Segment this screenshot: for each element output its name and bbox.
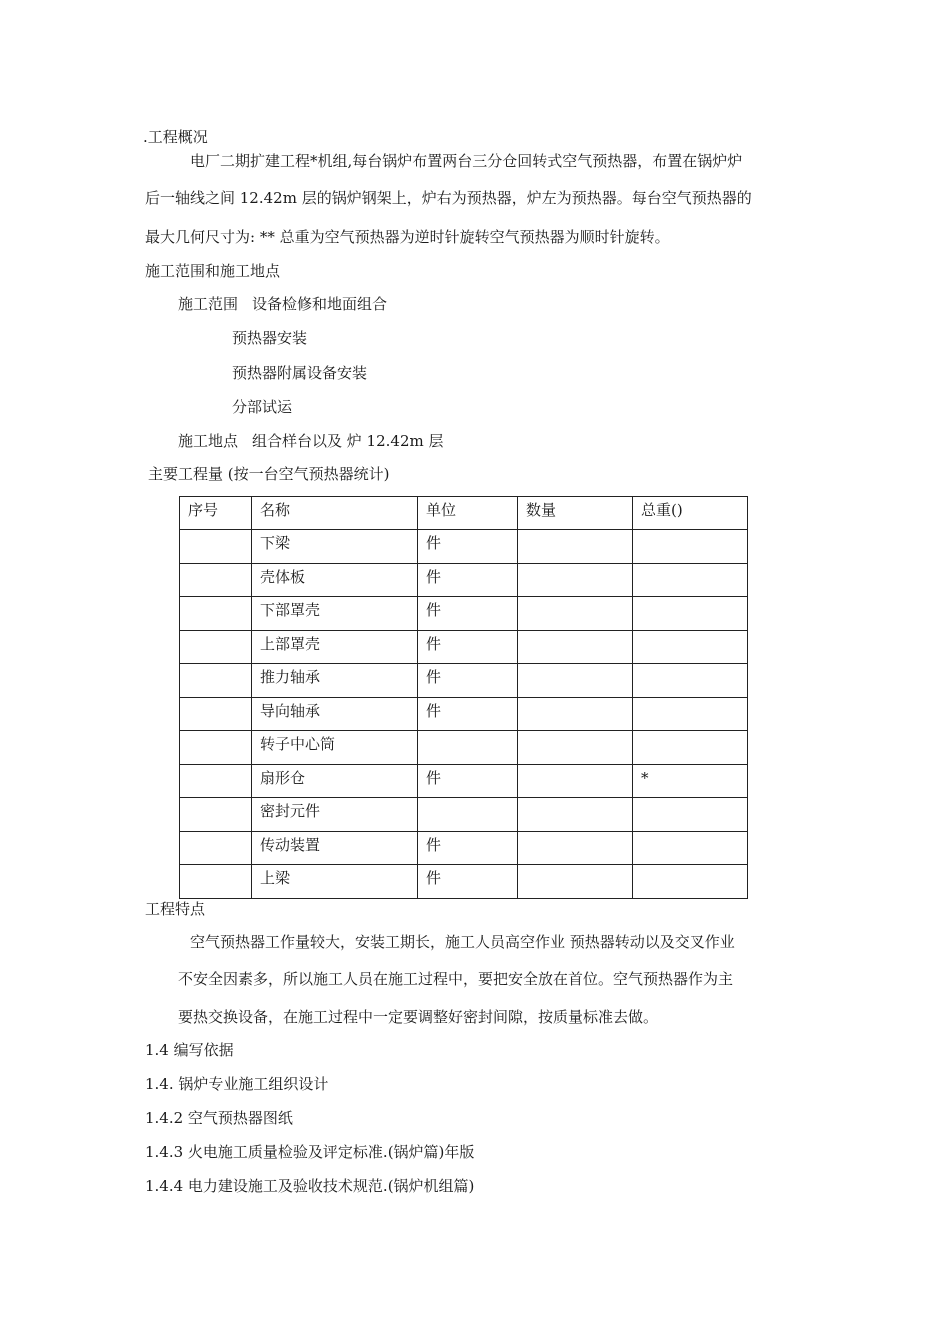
features-line-2: 不安全因素多，所以施工人员在施工过程中，要把安全放在首位。空气预热器作为主 [178, 970, 734, 988]
table-cell: 壳体板 [252, 563, 418, 597]
table-cell [180, 731, 252, 765]
table-cell [180, 798, 252, 832]
scope-label: 施工范围 [178, 295, 239, 313]
table-cell: 件 [418, 697, 518, 731]
basis-item: 1.4.4 电力建设施工及验收技术规范.(锅炉机组篇) [145, 1177, 475, 1195]
site-value: 组合样台以及 炉 12.42m 层 [252, 432, 444, 450]
table-row [180, 865, 748, 899]
table-cell: 推力轴承 [252, 664, 418, 698]
table-cell [633, 731, 748, 765]
table-cell: 件 [418, 865, 518, 899]
table-row [180, 530, 748, 564]
table-header-cell: 数量 [518, 497, 633, 530]
table-cell: 导向轴承 [252, 697, 418, 731]
table-cell [518, 798, 633, 832]
table-cell [518, 563, 633, 597]
table-cell: 上部罩壳 [252, 630, 418, 664]
table-cell [418, 798, 518, 832]
table-row [180, 597, 748, 631]
table-cell: 件 [418, 630, 518, 664]
table-cell [633, 597, 748, 631]
table-row [180, 831, 748, 865]
table-row [180, 697, 748, 731]
table-cell [518, 530, 633, 564]
table-row [180, 764, 748, 798]
table-header-cell: 名称 [252, 497, 418, 530]
table-cell [518, 764, 633, 798]
table-cell: * [633, 764, 748, 798]
table-cell [180, 597, 252, 631]
scope-row [178, 294, 387, 314]
table-cell: 件 [418, 831, 518, 865]
table-cell: 上梁 [252, 865, 418, 899]
table-cell: 件 [418, 563, 518, 597]
section-heading-features: 工程特点 [145, 900, 206, 918]
section-heading-scope: 施工范围和施工地点 [145, 262, 281, 280]
table-cell [633, 798, 748, 832]
table-cell: 密封元件 [252, 798, 418, 832]
table-cell: 下梁 [252, 530, 418, 564]
basis-item: 1.4.2 空气预热器图纸 [145, 1109, 293, 1127]
table-cell [518, 731, 633, 765]
overview-line-1: 电厂二期扩建工程*机组,每台锅炉布置两台三分仓回转式空气预热器，布置在锅炉炉 [190, 152, 743, 170]
table-cell [633, 664, 748, 698]
table-row [180, 563, 748, 597]
basis-item: 1.4. 锅炉专业施工组织设计 [145, 1075, 329, 1093]
table-cell [180, 865, 252, 899]
table-cell: 转子中心筒 [252, 731, 418, 765]
table-header-cell: 序号 [180, 497, 252, 530]
quantities-table [179, 496, 748, 899]
site-row [178, 431, 444, 451]
table-cell [633, 630, 748, 664]
table-cell: 下部罩壳 [252, 597, 418, 631]
table-header-row [180, 497, 748, 530]
section-heading-basis: 1.4 编写依据 [145, 1041, 234, 1059]
scope-item: 预热器安装 [232, 329, 308, 347]
table-cell: 件 [418, 764, 518, 798]
table-cell [518, 831, 633, 865]
features-line-3: 要热交换设备，在施工过程中一定要调整好密封间隙，按质量标准去做。 [178, 1008, 659, 1026]
table-cell [180, 563, 252, 597]
table-row [180, 798, 748, 832]
table-cell [180, 831, 252, 865]
section-heading-quantities: 主要工程量 (按一台空气预热器统计) [148, 465, 390, 483]
table-cell [518, 597, 633, 631]
table-cell [180, 630, 252, 664]
scope-item: 预热器附属设备安装 [232, 364, 368, 382]
features-line-1: 空气预热器工作量较大，安装工期长，施工人员高空作业 预热器转动以及交叉作业 [190, 933, 735, 951]
table-cell [180, 530, 252, 564]
table-cell [633, 865, 748, 899]
overview-line-3: 最大几何尺寸为: ** 总重为空气预热器为逆时针旋转空气预热器为顺时针旋转。 [145, 228, 670, 246]
table-cell [180, 664, 252, 698]
table-cell [180, 764, 252, 798]
table-cell [633, 831, 748, 865]
table-cell: 件 [418, 664, 518, 698]
table-cell [518, 697, 633, 731]
table-row [180, 630, 748, 664]
table-cell [518, 664, 633, 698]
scope-item: 分部试运 [232, 398, 293, 416]
table-cell: 件 [418, 597, 518, 631]
table-cell [633, 697, 748, 731]
table-cell [633, 530, 748, 564]
table-cell: 件 [418, 530, 518, 564]
scope-item: 设备检修和地面组合 [252, 295, 388, 313]
site-label: 施工地点 [178, 432, 239, 450]
section-heading-overview: .工程概况 [143, 128, 208, 146]
table-cell: 传动装置 [252, 831, 418, 865]
table-cell [518, 865, 633, 899]
overview-line-2: 后一轴线之间 12.42m 层的锅炉钢架上，炉右为预热器，炉左为预热器。每台空气预热器的 [145, 189, 752, 207]
basis-item: 1.4.3 火电施工质量检验及评定标准.(锅炉篇)年版 [145, 1143, 475, 1161]
table-header-cell: 单位 [418, 497, 518, 530]
table-row [180, 664, 748, 698]
table-cell [418, 731, 518, 765]
table-row [180, 731, 748, 765]
table-cell [518, 630, 633, 664]
table-cell [633, 563, 748, 597]
table-cell: 扇形仓 [252, 764, 418, 798]
table-cell [180, 697, 252, 731]
table-header-cell: 总重() [633, 497, 748, 530]
